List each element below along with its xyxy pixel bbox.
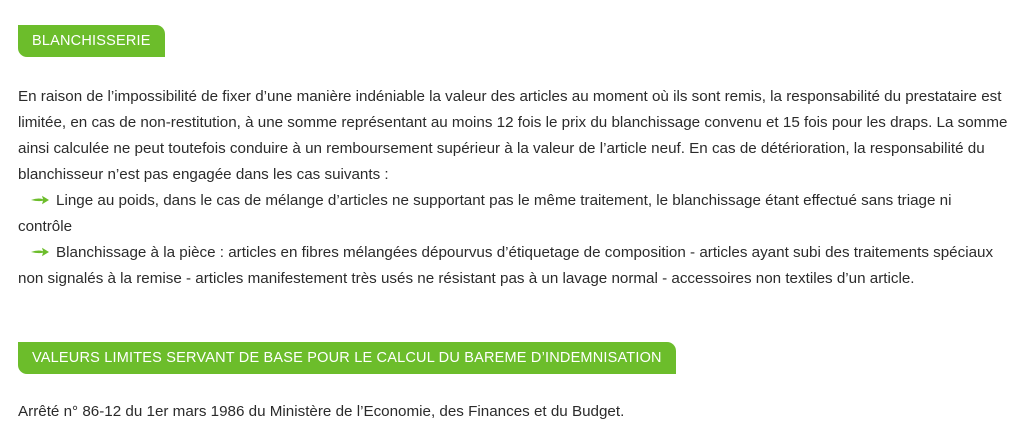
list-item-text: Linge au poids, dans le cas de mélange d’articles ne supportant pas le même traitement, le blanchissage étant effectué sans triage ni contrôle bbox=[18, 192, 952, 235]
arrow-right-icon bbox=[30, 194, 50, 206]
blanchisserie-body bbox=[18, 84, 1008, 292]
list-item bbox=[18, 188, 1008, 240]
blanchisserie-intro: En raison de l’impossibilité de fixer d’une manière indéniable la valeur des articles au moment où ils sont remis, la responsabilité du prestataire est limitée, en cas de non-restitution, à une somme représentant au moins 12 fois le prix du blanchissage convenu et 15 fois pour les draps. La somme ainsi calculée ne peut toutefois conduire à un remboursement supérieur à la valeur de l’article neuf. En cas de détérioration, la responsabilité du blanchisseur n’est pas engagée dans les cas suivants : bbox=[18, 88, 1008, 183]
arrete-reference: Arrêté n° 86-12 du 1er mars 1986 du Ministère de l’Economie, des Finances et du Budget. bbox=[18, 403, 625, 420]
list-item-text: Blanchissage à la pièce : articles en fibres mélangées dépourvus d’étiquetage de composition - articles ayant subi des traitements spéciaux non signalés à la remise - articles manifestement très usés ne résistant pas à un lavage normal - accessoires non textiles d’un article. bbox=[18, 244, 994, 287]
section-heading-valeurs-limites: VALEURS LIMITES SERVANT DE BASE POUR LE CALCUL DU BAREME D’INDEMNISATION bbox=[18, 342, 676, 374]
section-heading-blanchisserie: BLANCHISSERIE bbox=[18, 25, 165, 57]
arrow-right-icon bbox=[30, 246, 50, 258]
list-item bbox=[18, 240, 1008, 292]
